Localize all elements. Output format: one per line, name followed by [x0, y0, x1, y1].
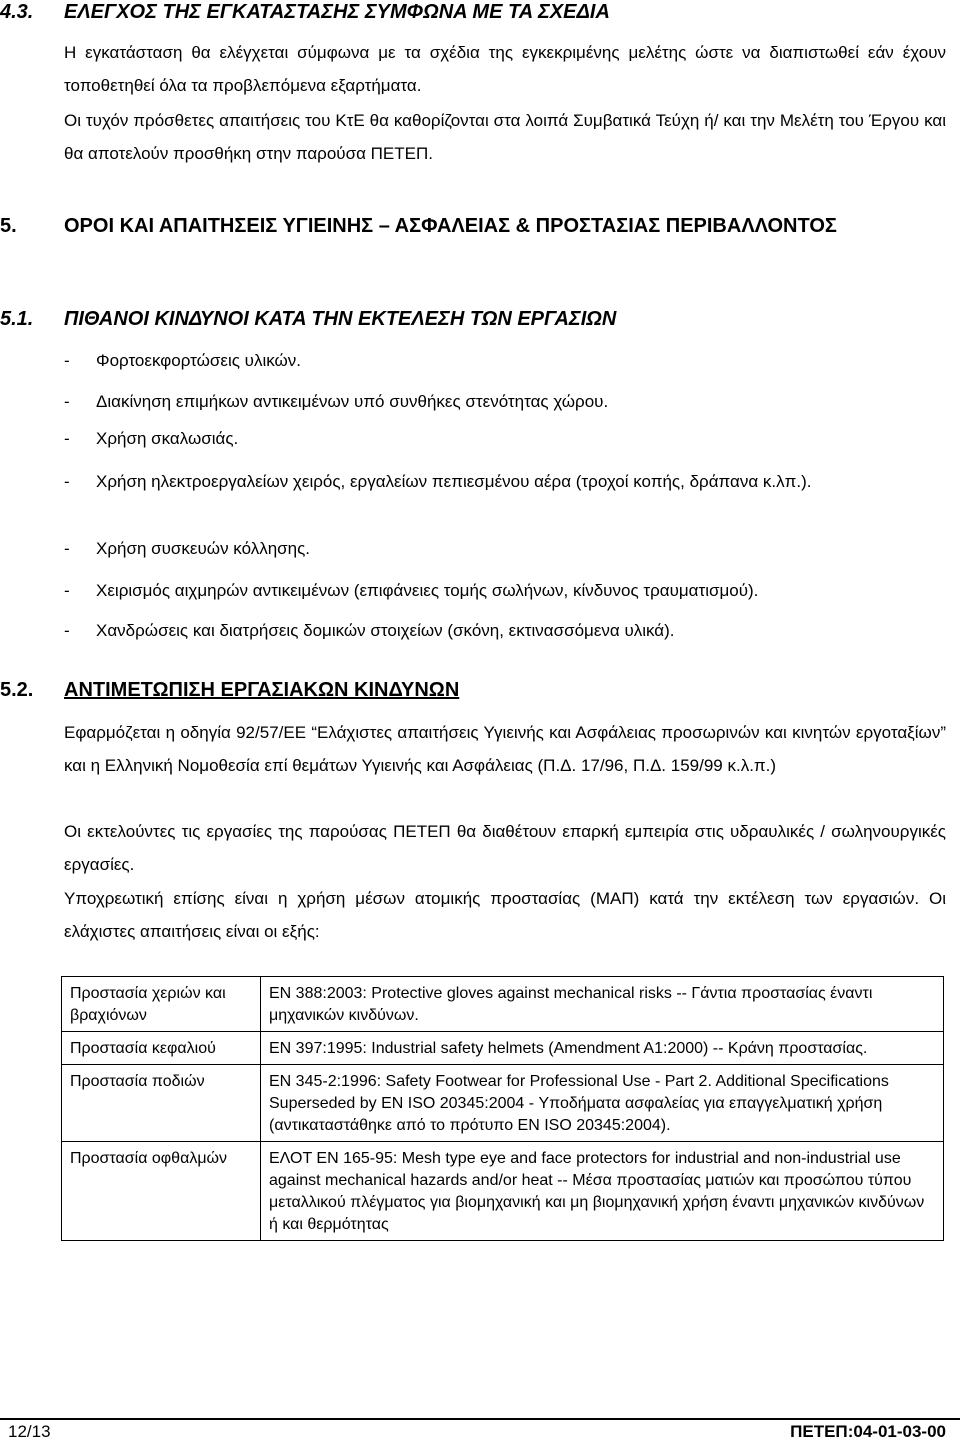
- section-title: ΕΛΕΓΧΟΣ ΤΗΣ ΕΓΚΑΤΑΣΤΑΣΗΣ ΣΥΜΦΩΝΑ ΜΕ ΤΑ ΣΧΕΔΙΑ: [64, 1, 610, 23]
- paragraph: Εφαρμόζεται η οδηγία 92/57/ΕΕ “Ελάχιστες απαιτήσεις Υγιεινής και Ασφάλειας προσωρινών και κινητών εργοταξίων” και η Ελληνική Νομοθεσία επί θεμάτων Υγιεινής και Ασφάλειας (Π.Δ. 17/96, Π.Δ. 159/99 κ.λ.π.): [64, 723, 946, 775]
- paragraph: Οι τυχόν πρόσθετες απαιτήσεις του ΚτΕ θα καθορίζονται στα λοιπά Συμβατικά Τεύχη ή/ και την Μελέτη του Έργου και θα αποτελούν προσθήκη στην παρούσα ΠΕΤΕΠ.: [64, 111, 946, 163]
- table-row: [62, 1142, 944, 1241]
- list-item: - Διακίνηση επιμήκων αντικειμένων υπό συνθήκες στενότητας χώρου.: [64, 392, 609, 411]
- table-cell-protection: Προστασία οφθαλμών: [62, 1142, 261, 1241]
- section-title: ΑΝΤΙΜΕΤΩΠΙΣΗ ΕΡΓΑΣΙΑΚΩΝ ΚΙΝΔΥΝΩΝ: [64, 679, 460, 701]
- section-title: ΟΡΟΙ ΚΑΙ ΑΠΑΙΤΗΣΕΙΣ ΥΓΙΕΙΝΗΣ – ΑΣΦΑΛΕΙΑΣ & ΠΡΟΣΤΑΣΙΑΣ ΠΕΡΙΒΑΛΛΟΝΤΟΣ: [64, 215, 837, 237]
- list-item: - Χρήση ηλεκτροεργαλείων χειρός, εργαλείων πεπιεσμένου αέρα (τροχοί κοπής, δράπανα κ.λπ.).: [64, 472, 812, 491]
- section-number: 5.2.: [0, 679, 34, 701]
- section-title: ΠΙΘΑΝΟΙ ΚΙΝΔΥΝΟΙ ΚΑΤΑ ΤΗΝ ΕΚΤΕΛΕΣΗ ΤΩΝ ΕΡΓΑΣΙΩΝ: [64, 308, 617, 330]
- footer-divider: [0, 1418, 960, 1420]
- ppe-table: [61, 976, 944, 1241]
- page-number: 12/13: [8, 1422, 51, 1441]
- list-item: - Χειρισμός αιχμηρών αντικειμένων (επιφάνειες τομής σωλήνων, κίνδυνος τραυματισμού).: [64, 581, 759, 600]
- table-cell-standard: EN 345-2:1996: Safety Footwear for Professional Use - Part 2. Additional Specifications Superseded by EN ISO 20345:2004 - Υποδήματα ασφαλείας για επαγγελματική χρήση (αντικαταστάθηκε από το πρότυπο EN ISO 20345:2004).: [261, 1065, 944, 1142]
- table-cell-standard: EN 397:1995: Industrial safety helmets (Amendment A1:2000) -- Κράνη προστασίας.: [261, 1032, 944, 1065]
- section-5-2-heading: [0, 678, 459, 702]
- table-cell-standard: EN 388:2003: Protective gloves against mechanical risks -- Γάντια προστασίας έναντι μηχανικών κινδύνων.: [261, 977, 944, 1032]
- section-number: 5.1.: [0, 308, 34, 330]
- list-item: - Χανδρώσεις και διατρήσεις δομικών στοιχείων (σκόνη, εκτινασσόμενα υλικά).: [64, 621, 675, 640]
- document-code: ΠΕΤΕΠ:04-01-03-00: [790, 1422, 946, 1441]
- table-cell-protection: Προστασία χεριών και βραχιόνων: [62, 977, 261, 1032]
- table-row: [62, 1065, 944, 1142]
- section-5-heading: [0, 210, 900, 243]
- table-row: [62, 977, 944, 1032]
- table-row: [62, 1032, 944, 1065]
- paragraph: Υποχρεωτική επίσης είναι η χρήση μέσων ατομικής προστασίας (ΜΑΠ) κατά την εκτέλεση των εργασιών. Οι ελάχιστες απαιτήσεις είναι οι εξής:: [64, 889, 946, 941]
- section-number: 4.3.: [0, 1, 34, 23]
- section-5-1-heading: [0, 307, 616, 331]
- list-item: - Φορτοεκφορτώσεις υλικών.: [64, 351, 302, 370]
- table-cell-protection: Προστασία ποδιών: [62, 1065, 261, 1142]
- section-number: 5.: [0, 215, 17, 237]
- paragraph: Η εγκατάσταση θα ελέγχεται σύμφωνα με τα σχέδια της εγκεκριμένης μελέτης ώστε να διαπιστωθεί εάν έχουν τοποθετηθεί όλα τα προβλεπόμενα εξαρτήματα.: [64, 43, 946, 95]
- table-cell-protection: Προστασία κεφαλιού: [62, 1032, 261, 1065]
- list-item: - Χρήση σκαλωσιάς.: [64, 429, 239, 448]
- section-4-3-heading: [0, 0, 610, 24]
- table-cell-standard: ΕΛΟΤ ΕΝ 165-95: Mesh type eye and face protectors for industrial and non-industrial use against mechanical hazards and/or heat -- Μέσα προστασίας ματιών και προσώπου τύπου μεταλλικού πλέγματος για βιομηχανική και μη βιομηχανική χρήση έναντι μηχανικών κινδύνων ή και θερμότητας: [261, 1142, 944, 1241]
- paragraph: Οι εκτελούντες τις εργασίες της παρούσας ΠΕΤΕΠ θα διαθέτουν επαρκή εμπειρία στις υδραυλικές / σωληνουργικές εργασίες.: [64, 822, 946, 874]
- list-item: - Χρήση συσκευών κόλλησης.: [64, 539, 311, 558]
